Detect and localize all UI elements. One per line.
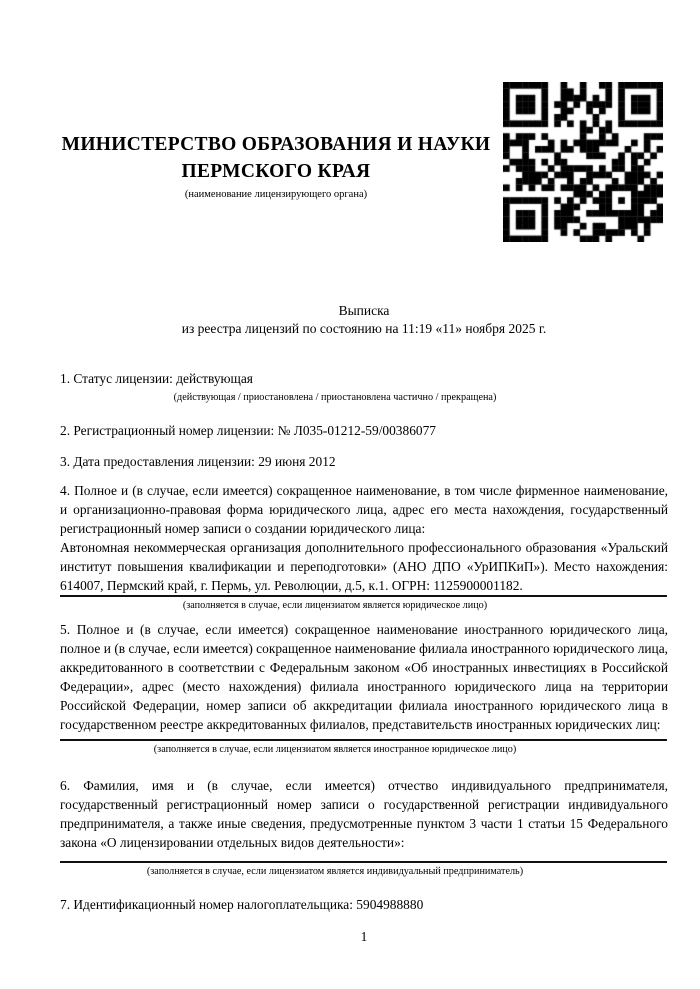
header [60,131,492,201]
ministry-name-line1: МИНИСТЕРСТВО ОБРАЗОВАНИЯ И НАУКИ [61,134,491,155]
document-title-line1: Выписка [338,303,390,318]
license-status-text: 1. Статус лицензии: действующая [60,371,253,386]
registration-number-text: 2. Регистрационный номер лицензии: № Л035-01212-59/00386077 [60,423,436,438]
license-grant-date-text: 3. Дата предоставления лицензии: 29 июня 2012 [60,454,336,469]
taxpayer-id-text: 7. Идентификационный номер налогоплательщика: 5904988880 [60,897,424,912]
foreign-entity-note: (заполняется в случае, если лицензиатом является иностранное юридическое лицо) [153,744,517,755]
item-taxpayer-id [60,895,668,914]
item-individual-entrepreneur [60,776,668,878]
licensing-authority-name [60,131,492,185]
legal-entity-question: 4. Полное и (в случае, если имеется) сокращенное наименование, в том числе фирменное наименование, и организационно-правовая форма юридического лица, адрес его места нахождения, государственный регистрационный номер записи о создании юридического лица: [60,483,668,536]
legal-entity-note: (заполняется в случае, если лицензиатом является юридическое лицо) [182,600,488,611]
license-status-note: (действующая / приостановлена / приостановлена частично / прекращена) [173,392,497,403]
document-title [60,302,668,338]
page-number: 1 [360,929,368,944]
individual-entrepreneur-fill-line [60,861,667,863]
item-license-grant-date [60,452,668,471]
foreign-entity-fill-line [60,739,667,741]
ministry-name-line2: ПЕРМСКОГО КРАЯ [181,161,371,182]
legal-entity-fill-line [60,595,667,597]
item-legal-entity [60,481,668,612]
individual-entrepreneur-note: (заполняется в случае, если лицензиатом является индивидуальный предприниматель) [146,866,524,877]
individual-entrepreneur-question: 6. Фамилия, имя и (в случае, если имеется) отчество индивидуального предпринимателя, государственный регистрационный номер записи о государственной регистрации индивидуального предпринимателя, а также иные сведения, предусмотренные пунктом 3 части 1 статьи 15 Федерального закона «О лицензировании отдельных видов деятельности»: [60,778,668,850]
document-title-line2: из реестра лицензий по состоянию на 11:19 «11» ноября 2025 г. [181,321,547,336]
qr-code [503,82,663,242]
legal-entity-answer: Автономная некоммерческая организация дополнительного профессионального образования «Уральский институт повышения квалификации и переподготовки» (АНО ДПО «УрИПКиП»). Место нахождения: 614007, Пермский край, г. Пермь, ул. Революции, д.5, к.1. ОГРН: 1125900001182. [60,540,668,593]
item-registration-number [60,421,668,440]
item-foreign-entity [60,620,668,756]
item-license-status [60,369,668,404]
foreign-entity-question: 5. Полное и (в случае, если имеется) сокращенное наименование иностранного юридического лица, полное и (в случае, если имеется) сокращенное наименование филиала иностранного юридического лица, аккредитованного в соответствии с Федеральным законом «Об иностранных инвестициях в Российской Федерации», адрес (место нахождения) филиала иностранного юридического лица на территории Российской Федерации, номер записи об аккредитации филиала иностранного юридического лица в государственном реестре аккредитованных филиалов, представительств иностранных юридических лиц: [60,622,668,732]
licensing-authority-caption: (наименование лицензирующего органа) [184,189,368,200]
